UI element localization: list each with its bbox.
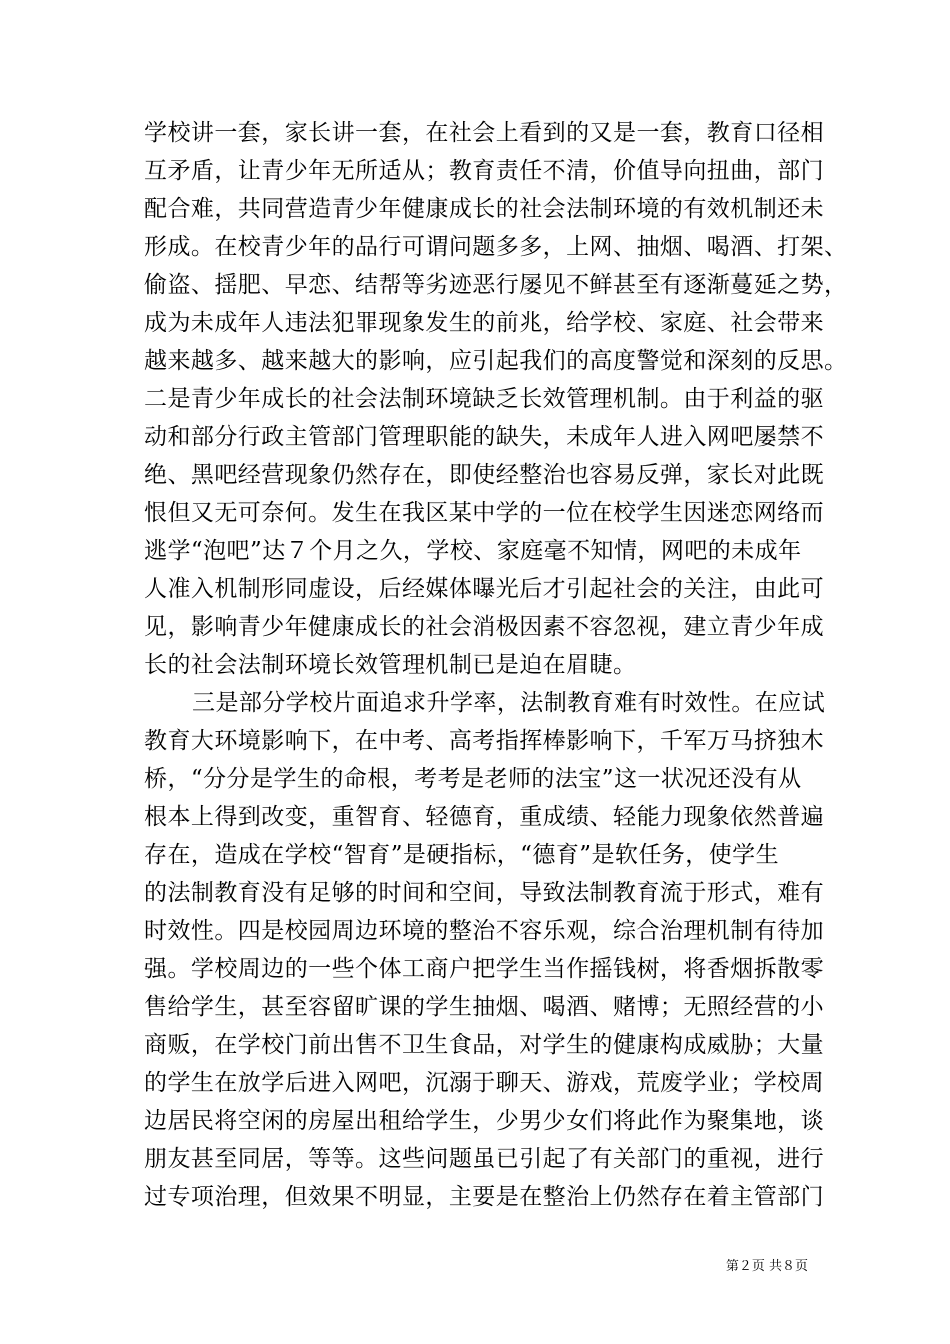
text-line: 售给学生，甚至容留旷课的学生抽烟、喝酒、赌博；无照经营的小	[144, 994, 825, 1020]
text-line: 学校讲一套，家长讲一套，在社会上看到的又是一套，教育口径相	[144, 120, 825, 146]
text-line: 恨但又无可奈何。发生在我区某中学的一位在校学生因迷恋网络而	[144, 500, 825, 526]
text-line: 见，影响青少年健康成长的社会消极因素不容忽视，建立青少年成	[144, 614, 825, 640]
text-line: 二是青少年成长的社会法制环境缺乏长效管理机制。由于利益的驱	[144, 386, 825, 412]
text-line: 长的社会法制环境长效管理机制已是迫在眉睫。	[144, 652, 637, 678]
text-line: 绝、黑吧经营现象仍然存在，即使经整治也容易反弹，家长对此既	[144, 462, 825, 488]
text-line: 边居民将空闲的房屋出租给学生，少男少女们将此作为聚集地，谈	[144, 1108, 825, 1134]
text-line: 成为未成年人违法犯罪现象发生的前兆，给学校、家庭、社会带来	[144, 310, 825, 336]
text-line: 存在，造成在学校“智育”是硬指标，“德育”是软任务，使学生	[144, 842, 780, 868]
text-line: 配合难，共同营造青少年健康成长的社会法制环境的有效机制还未	[144, 196, 825, 222]
text-line: 的学生在放学后进入网吧，沉溺于聊天、游戏，荒废学业；学校周	[144, 1070, 825, 1096]
page-number-footer: 第２页 共８页	[725, 1259, 808, 1274]
text-line: 强。学校周边的一些个体工商户把学生当作摇钱树，将香烟拆散零	[144, 956, 825, 982]
text-line: 的法制教育没有足够的时间和空间，导致法制教育流于形式，难有	[144, 880, 825, 906]
text-line: 互矛盾，让青少年无所适从；教育责任不清，价值导向扭曲，部门	[144, 158, 825, 184]
text-line: 教育大环境影响下，在中考、高考指挥棒影响下，千军万马挤独木	[144, 728, 825, 754]
text-line: 根本上得到改变，重智育、轻德育，重成绩、轻能力现象依然普遍	[144, 804, 825, 830]
text-line: 过专项治理，但效果不明显，主要是在整治上仍然存在着主管部门	[144, 1184, 825, 1210]
text-line: 朋友甚至同居，等等。这些问题虽已引起了有关部门的重视，进行	[144, 1146, 825, 1172]
text-line: 商贩，在学校门前出售不卫生食品，对学生的健康构成威胁；大量	[144, 1032, 825, 1058]
text-line: 动和部分行政主管部门管理职能的缺失，未成年人进入网吧屡禁不	[144, 424, 825, 450]
text-line: 人准入机制形同虚设，后经媒体曝光后才引起社会的关注，由此可	[144, 576, 825, 602]
text-line: 偷盗、揺肥、早恋、结帮等劣迹恶行屡见不鲜甚至有逐渐蔓延之势，	[144, 272, 848, 298]
paragraph-first-line: 三是部分学校片面追求升学率，法制教育难有时效性。在应试	[192, 690, 826, 716]
text-line: 形成。在校青少年的品行可谓问题多多，上网、抽烟、喝酒、打架、	[144, 234, 848, 260]
text-line: 越来越多、越来越大的影响，应引起我们的高度警觉和深刻的反思。	[144, 348, 848, 374]
text-line: 时效性。四是校园周边环境的整治不容乐观，综合治理机制有待加	[144, 918, 825, 944]
text-line: 桥，“分分是学生的命根，考考是老师的法宝”这一状况还没有从	[144, 766, 802, 792]
text-line: 逃学“泡吧”达７个月之久，学校、家庭毫不知情，网吧的未成年	[144, 538, 802, 564]
